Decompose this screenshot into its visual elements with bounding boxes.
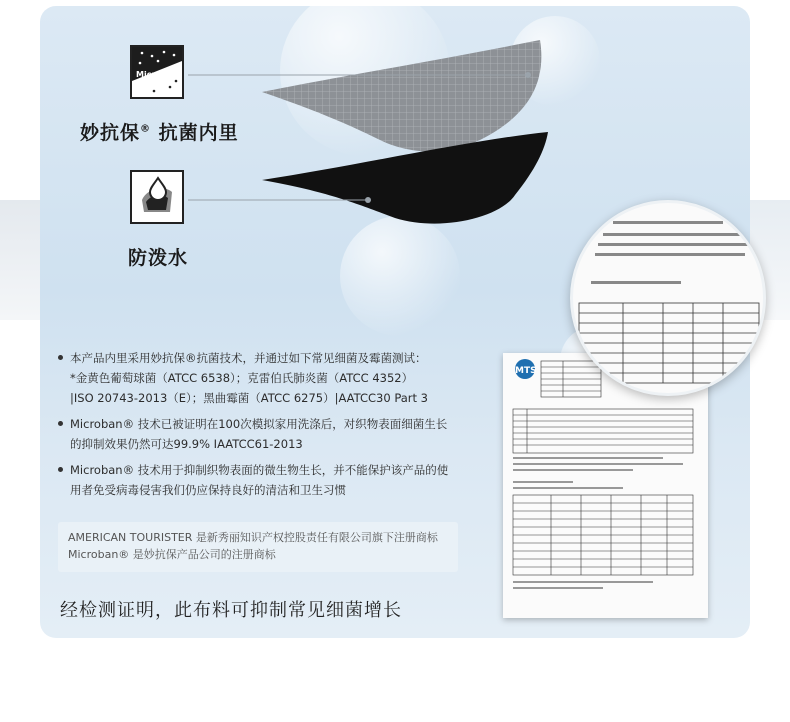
mts-logo: MTS bbox=[515, 366, 537, 376]
antibacterial-lining-layer bbox=[262, 40, 541, 152]
water-repellent-label: 防泼水 bbox=[128, 247, 189, 269]
water-drop-icon bbox=[130, 170, 184, 224]
microban-logo-text: Microban bbox=[136, 70, 178, 79]
bullet-item: Microban® 技术用于抑制织物表面的微生物生长，并不能保护该产品的使 用者免受病毒侵害我们仍应保持良好的清洁和卫生习惯 bbox=[58, 460, 468, 500]
report-magnifier bbox=[570, 200, 766, 396]
test-conclusion-text: 经检测证明，此布料可抑制常见细菌增长 bbox=[60, 600, 402, 621]
feature-bullet-list bbox=[58, 348, 468, 506]
microban-logo-icon bbox=[130, 45, 184, 99]
bullet-item: Microban® 技术已被证明在100次模拟家用洗涤后，对织物表面细菌生长 的抑制效果仍然可达99.9% IAATCC61-2013 bbox=[58, 414, 468, 454]
bullet-item: 本产品内里采用妙抗保®抗菌技术，并通过如下常见细菌及霉菌测试： *金黄色葡萄球菌（ATCC 6538）；克雷伯氏肺炎菌（ATCC 4352） |ISO 20743-2013（E）；黑曲霉菌（ATCC 6275）|AATCC30 Part 3 bbox=[58, 348, 468, 408]
microban-label: 妙抗保® 抗菌内里 bbox=[80, 122, 239, 144]
trademark-notice: AMERICAN TOURISTER 是新秀丽知识产权控股责任有限公司旗下注册商标 Microban® 是妙抗保产品公司的注册商标 bbox=[58, 522, 458, 572]
